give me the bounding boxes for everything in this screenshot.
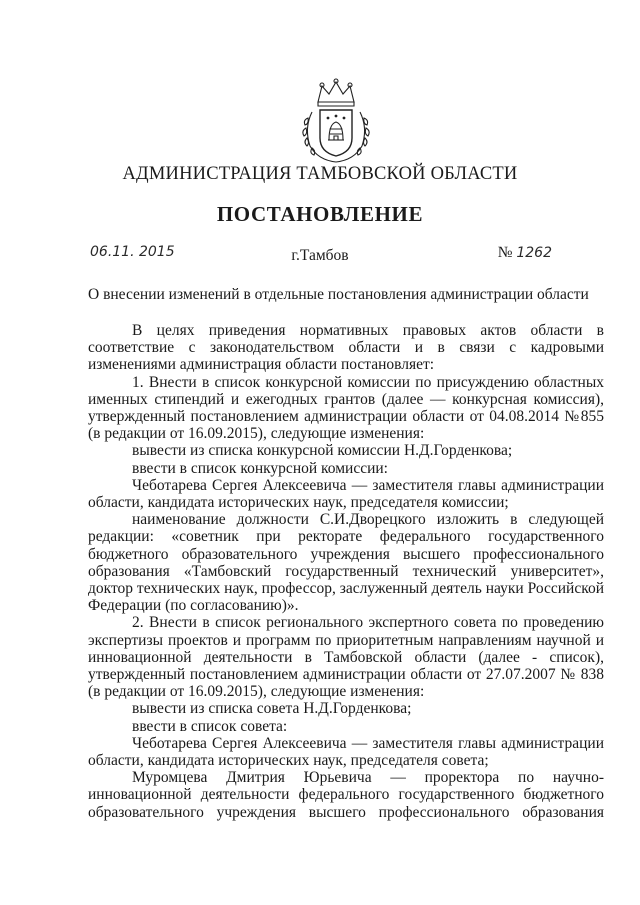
paragraph-dvoretsky-title: наименование должности С.И.Дворецкого изложить в следующей редакции: «советник при ректорате федерального государственного бюджетного образовательного учреждения высшего профессионального образования «Тамбовский государственный технический университет», доктор технических наук, профессор, заслуженный деятель науки Российской Федерации (по согласованию)». bbox=[88, 511, 604, 615]
document-subject: О внесении изменений в отдельные постановления администрации области bbox=[88, 286, 589, 303]
paragraph-chebotarev-commission: Чеботарева Сергея Алексеевича — заместителя главы администрации области, кандидата исторических наук, председателя комиссии; bbox=[88, 476, 604, 512]
document-number bbox=[498, 244, 552, 262]
number-prefix: № bbox=[497, 244, 513, 261]
tambov-coat-of-arms-icon bbox=[298, 76, 374, 164]
paragraph-add-commission: ввести в список конкурсной комиссии: bbox=[132, 459, 388, 477]
organization-heading: АДМИНИСТРАЦИЯ ТАМБОВСКОЙ ОБЛАСТИ bbox=[122, 164, 518, 184]
paragraph-item-2: 2. Внести в список регионального экспертного совета по проведению экспертизы проектов и программ по приоритетным направлениям научной и инновационной деятельности в Тамбовской области (далее - список), утвержденный постановлением администрации области от 27.07.2007 № 838 (в редакции от 16.09.2015), следующие изменения: bbox=[88, 614, 604, 701]
paragraph-muromtsev: Муромцева Дмитрия Юрьевича — проректора по научно-инновационной деятельности федерального государственного бюджетного образовательного учреждения высшего профессионального образования bbox=[88, 769, 604, 821]
paragraph-remove-commission: вывести из списка конкурсной комиссии Н.Д.Горденкова; bbox=[132, 442, 513, 460]
city-label: г.Тамбов bbox=[291, 247, 349, 264]
handwritten-date: 06.11. 2015 bbox=[90, 244, 175, 260]
paragraph-add-council: ввести в список совета: bbox=[132, 717, 288, 735]
paragraph-preamble: В целях приведения нормативных правовых актов области в соответствие с законодательством области и в связи с кадровыми изменениями администрация области постановляет: bbox=[88, 322, 604, 374]
handwritten-number: 1262 bbox=[516, 245, 552, 261]
paragraph-chebotarev-council: Чеботарева Сергея Алексеевича — заместителя главы администрации области, кандидата исторических наук, председателя совета; bbox=[88, 734, 604, 770]
document-body bbox=[88, 322, 604, 821]
paragraph-remove-council: вывести из списка совета Н.Д.Горденкова; bbox=[132, 700, 412, 718]
document-type-title: ПОСТАНОВЛЕНИЕ bbox=[216, 202, 424, 226]
paragraph-item-1: 1. Внести в список конкурсной комиссии по присуждению областных именных стипендий и ежегодных грантов (далее — конкурсная комиссия), утвержденный постановлением администрации области от 04.08.2014 №855 (в редакции от 16.09.2015), следующие изменения: bbox=[88, 373, 604, 443]
